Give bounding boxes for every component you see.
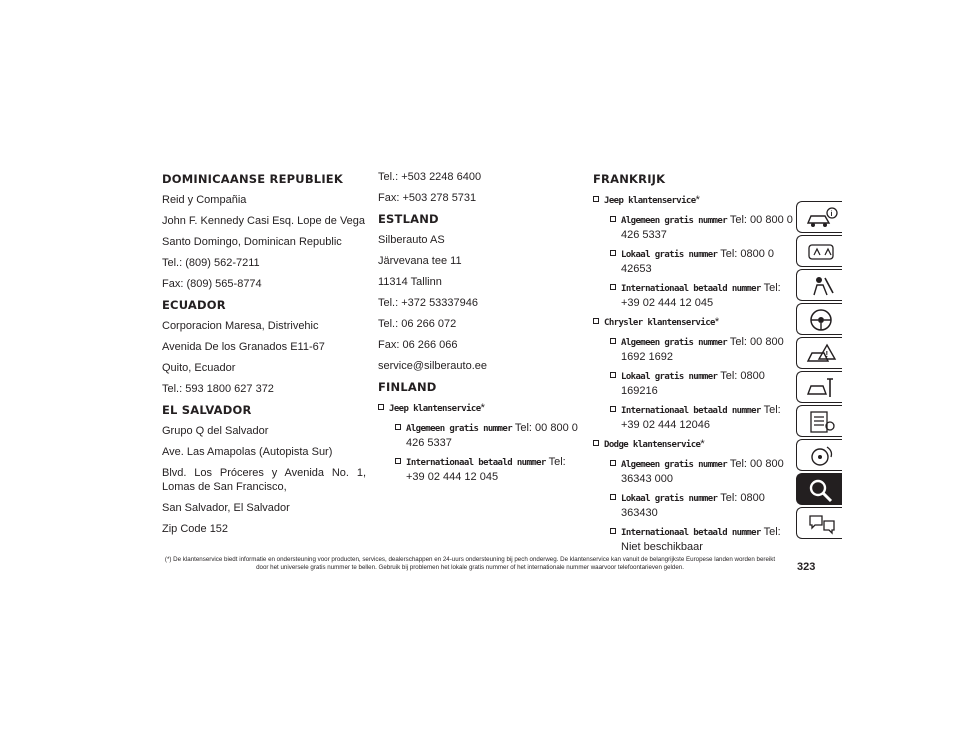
section-title-dominicaanse-republiek: DOMINICAANSE REPUBLIEK xyxy=(162,172,343,186)
tab-languages[interactable] xyxy=(796,507,842,539)
footnote-star: * xyxy=(480,402,485,414)
number-item xyxy=(593,403,797,432)
service-label: Chrysler klantenservice xyxy=(604,318,715,328)
number-value: Tel: 0800 363430 xyxy=(621,492,765,519)
tab-specifications[interactable] xyxy=(796,405,842,437)
number-item xyxy=(593,247,797,276)
section-title-finland: FINLAND xyxy=(378,380,437,394)
service-item xyxy=(593,437,797,452)
number-item xyxy=(593,213,797,242)
number-item xyxy=(593,369,797,398)
bullet-box-icon xyxy=(593,440,599,446)
address-line: John F. Kennedy Casi Esq. Lope de Vega xyxy=(162,215,366,227)
bullet-box-icon xyxy=(395,424,401,430)
phone-line: Tel.: 593 1800 627 372 xyxy=(162,383,274,395)
tab-multimedia[interactable] xyxy=(796,439,842,471)
number-label: Internationaal betaald nummer xyxy=(406,458,546,468)
footnote-star: * xyxy=(695,194,700,206)
number-label: Lokaal gratis nummer xyxy=(621,494,718,504)
search-icon xyxy=(805,477,839,503)
fax-line: Fax: +503 278 5731 xyxy=(378,192,477,204)
bullet-box-icon xyxy=(610,372,616,378)
car-info-icon xyxy=(805,205,839,231)
tab-dashboard-lights[interactable] xyxy=(796,235,842,267)
column-middle xyxy=(378,170,578,489)
number-label: Algemeen gratis nummer xyxy=(621,216,728,226)
number-label: Internationaal betaald nummer xyxy=(621,406,761,416)
address-line: Järvevana tee 11 xyxy=(378,255,462,267)
number-value: Tel: +39 02 444 12046 xyxy=(621,404,781,431)
fax-line: Fax: 06 266 066 xyxy=(378,339,458,351)
steering-wheel-icon xyxy=(805,307,839,333)
address-line: Quito, Ecuador xyxy=(162,362,236,374)
number-item xyxy=(593,525,797,554)
number-value: Tel: 0800 169216 xyxy=(621,370,765,397)
number-value: Tel: 00 800 36343 000 xyxy=(621,458,784,485)
phone-line: Tel.: 06 266 072 xyxy=(378,318,457,330)
bullet-box-icon xyxy=(593,196,599,202)
service-item xyxy=(378,401,578,416)
tab-search[interactable] xyxy=(796,473,842,505)
dashboard-lights-icon xyxy=(805,239,839,265)
number-label: Lokaal gratis nummer xyxy=(621,372,718,382)
bullet-box-icon xyxy=(378,404,384,410)
address-line: 11314 Tallinn xyxy=(378,276,442,288)
svg-text:i: i xyxy=(830,211,833,218)
footnote-star: * xyxy=(700,438,705,450)
page-number: 323 xyxy=(797,561,816,573)
address-line: Avenida De los Granados E11-67 xyxy=(162,341,325,353)
number-value: Tel: 00 800 1692 1692 xyxy=(621,336,784,363)
tab-maintenance[interactable] xyxy=(796,371,842,403)
tab-safety[interactable] xyxy=(796,269,842,301)
bullet-box-icon xyxy=(610,338,616,344)
number-item xyxy=(593,335,797,364)
bullet-box-icon xyxy=(593,318,599,324)
number-label: Algemeen gratis nummer xyxy=(406,424,513,434)
address-line: Grupo Q del Salvador xyxy=(162,425,269,437)
phone-line: Tel.: (809) 562-7211 xyxy=(162,257,260,269)
bullet-box-icon xyxy=(395,458,401,464)
number-label: Algemeen gratis nummer xyxy=(621,460,728,470)
chapter-tabs xyxy=(796,201,842,541)
service-label: Jeep klantenservice xyxy=(604,196,696,206)
address-line: San Salvador, El Salvador xyxy=(162,502,290,514)
tab-steering[interactable] xyxy=(796,303,842,335)
number-item xyxy=(593,281,797,310)
number-item xyxy=(593,457,797,486)
service-item xyxy=(593,193,797,208)
bullet-box-icon xyxy=(610,406,616,412)
section-title-estland: ESTLAND xyxy=(378,212,439,226)
number-label: Internationaal betaald nummer xyxy=(621,528,761,538)
number-value: Tel: 00 800 0 426 5337 xyxy=(406,422,578,449)
address-line: Silberauto AS xyxy=(378,234,445,246)
number-value: Tel: +39 02 444 12 045 xyxy=(406,456,566,483)
address-line: Santo Domingo, Dominican Republic xyxy=(162,236,342,248)
phone-line: Tel.: +503 2248 6400 xyxy=(378,171,482,183)
service-label: Dodge klantenservice xyxy=(604,440,701,450)
column-right xyxy=(593,170,797,559)
footnote: (*) De klantenservice biedt informatie en ondersteuning voor producten, services, dealerschappen en 24-uurs ondersteuning bij pech onderweg. De klantenservice kan vanuit de belangrijkste Europese landen worden bereikt door het universele gratis nummer te bellen. Gebruik bij problemen het lokale gratis nummer of het internationale nummer waarvoor telefoontarieven gelden. xyxy=(164,556,776,571)
maintenance-icon xyxy=(805,375,839,401)
email-line: service@silberauto.ee xyxy=(378,360,487,372)
address-line: Reid y Compañia xyxy=(162,194,247,206)
safety-icon xyxy=(805,273,839,299)
column-left xyxy=(162,170,366,543)
address-line: Ave. Las Amapolas (Autopista Sur) xyxy=(162,446,333,458)
address-line: Blvd. Los Próceres y Avenida No. 1, Lomas de San Francisco, xyxy=(162,467,366,493)
fax-line: Fax: (809) 565-8774 xyxy=(162,278,262,290)
bullet-box-icon xyxy=(610,528,616,534)
address-line: Corporacion Maresa, Distrivehic xyxy=(162,320,319,332)
number-value: Tel: Niet beschikbaar xyxy=(621,526,781,553)
emergency-icon xyxy=(805,341,839,367)
number-value: Tel: +39 02 444 12 045 xyxy=(621,282,781,309)
number-item xyxy=(378,455,578,484)
multimedia-icon xyxy=(805,443,839,469)
number-value: Tel: 0800 0 42653 xyxy=(621,248,775,275)
number-label: Lokaal gratis nummer xyxy=(621,250,718,260)
svg-text:!: ! xyxy=(825,350,829,359)
number-label: Algemeen gratis nummer xyxy=(621,338,728,348)
bullet-box-icon xyxy=(610,460,616,466)
specifications-icon xyxy=(805,409,839,435)
number-label: Internationaal betaald nummer xyxy=(621,284,761,294)
bullet-box-icon xyxy=(610,494,616,500)
bullet-box-icon xyxy=(610,250,616,256)
bullet-box-icon xyxy=(610,216,616,222)
service-item xyxy=(593,315,797,330)
zip-line: Zip Code 152 xyxy=(162,523,229,535)
number-item xyxy=(378,421,578,450)
tab-emergency[interactable] xyxy=(796,337,842,369)
section-title-frankrijk: FRANKRIJK xyxy=(593,172,666,186)
phone-line: Tel.: +372 53337946 xyxy=(378,297,479,309)
number-item xyxy=(593,491,797,520)
section-title-ecuador: ECUADOR xyxy=(162,298,226,312)
section-title-el-salvador: EL SALVADOR xyxy=(162,403,252,417)
bullet-box-icon xyxy=(610,284,616,290)
tab-car-info[interactable] xyxy=(796,201,842,233)
languages-icon xyxy=(805,511,839,537)
number-value: Tel: 00 800 0 426 5337 xyxy=(621,214,793,241)
service-label: Jeep klantenservice xyxy=(389,404,481,414)
footnote-star: * xyxy=(714,316,720,328)
